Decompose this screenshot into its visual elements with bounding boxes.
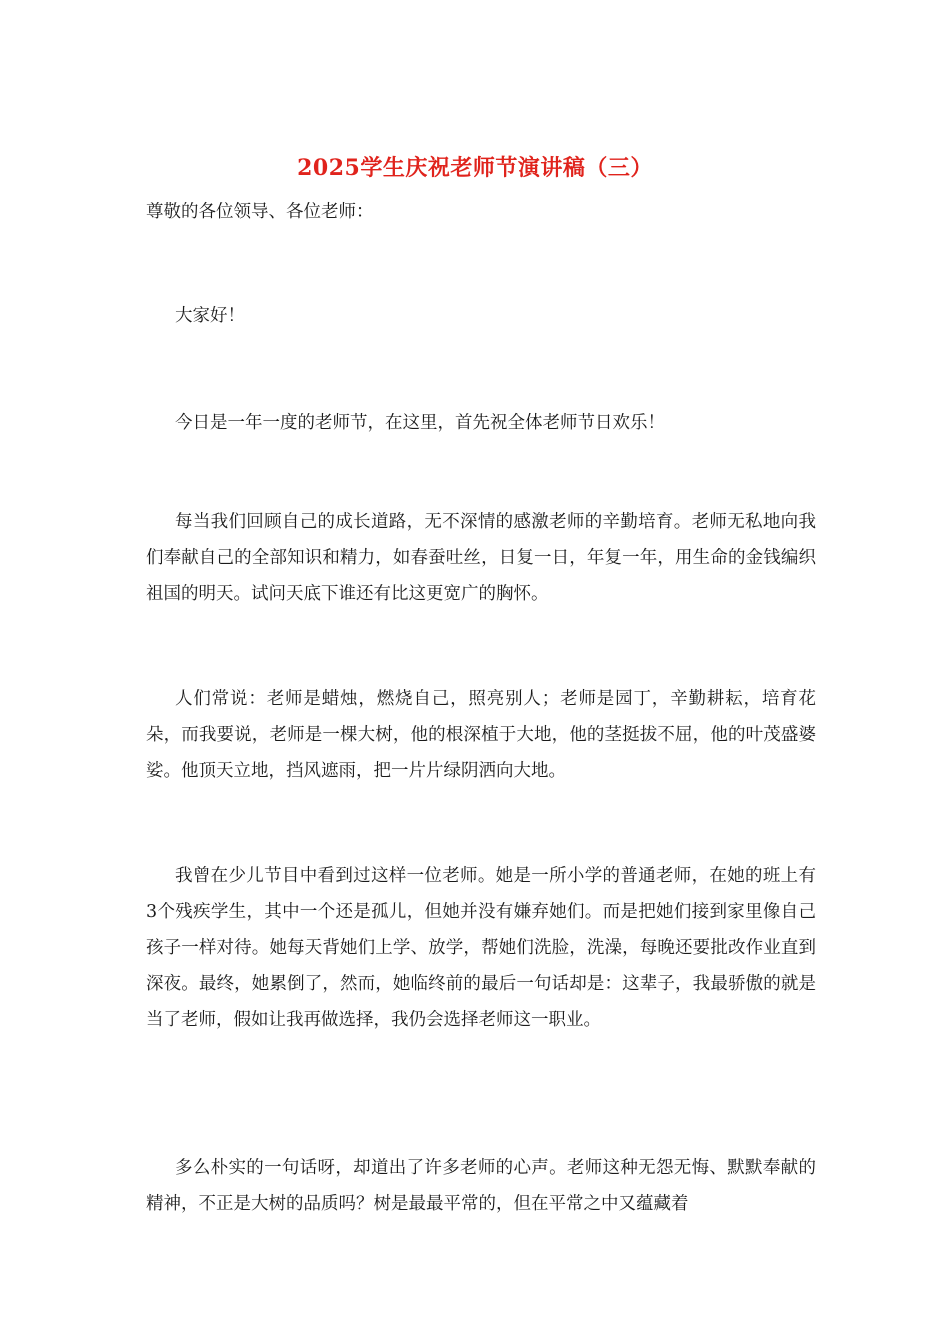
- paragraph-greeting: 大家好！: [175, 306, 245, 326]
- paragraph-story: 我曾在少儿节目中看到过这样一位老师。她是一所小学的普通老师，在她的班上有3个残疾学生，其中一个还是孤儿，但她并没有嫌弃她们。而是把她们接到家里像自己孩子一样对待。她每天背她们上学、放学，帮她们洗脸，洗澡，每晚还要批改作业直到深夜。最终，她累倒了，然而，她临终前的最后一句话却是：这辈子，我最骄傲的就是当了老师，假如让我再做选择，我仍会选择老师这一职业。: [146, 866, 816, 1030]
- paragraph-wishes: 今日是一年一度的老师节，在这里，首先祝全体老师节日欢乐！: [175, 413, 665, 433]
- document-title: 2025学生庆祝老师节演讲稿（三）: [297, 155, 653, 181]
- paragraph-gratitude: 每当我们回顾自己的成长道路，无不深情的感激老师的辛勤培育。老师无私地向我们奉献自己的全部知识和精力，如春蚕吐丝，日复一日，年复一年，用生命的金钱编织祖国的明天。试问天底下谁还有比这更宽广的胸怀。: [146, 512, 816, 604]
- paragraph-metaphor: 人们常说：老师是蜡烛，燃烧自己，照亮别人；老师是园丁，辛勤耕耘，培育花朵，而我要说，老师是一棵大树，他的根深植于大地，他的茎挺拔不屈，他的叶茂盛婆娑。他顶天立地，挡风遮雨，把一片片绿阴洒向大地。: [146, 689, 816, 781]
- salutation: 尊敬的各位领导、各位老师：: [146, 202, 374, 222]
- paragraph-reflection: 多么朴实的一句话呀，却道出了许多老师的心声。老师这种无怨无悔、默默奉献的精神，不正是大树的品质吗？树是最最平常的，但在平常之中又蕴藏着: [146, 1158, 816, 1214]
